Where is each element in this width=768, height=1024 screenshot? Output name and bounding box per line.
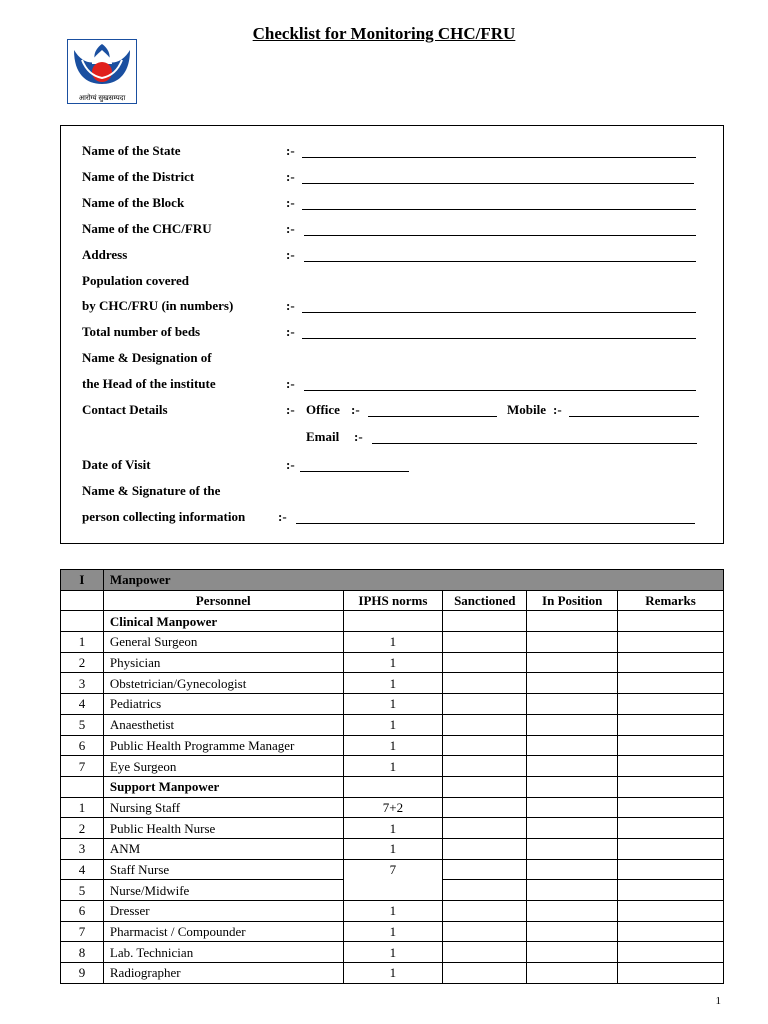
table-cell: Pediatrics: [103, 694, 343, 715]
entry-cell[interactable]: [618, 880, 724, 901]
table-cell: 1: [343, 942, 443, 963]
table-cell: 7+2: [343, 797, 443, 818]
table-row: [61, 818, 724, 839]
table-cell: Lab. Technician: [103, 942, 343, 963]
entry-cell[interactable]: [443, 694, 527, 715]
document-title: Checklist for Monitoring CHC/FRU: [252, 24, 516, 43]
entry-cell[interactable]: [443, 632, 527, 653]
table-cell: 2: [61, 652, 104, 673]
entry-cell[interactable]: [618, 694, 724, 715]
table-row: [61, 942, 724, 963]
entry-cell[interactable]: [527, 921, 618, 942]
table-cell: 1: [343, 714, 443, 735]
entry-cell[interactable]: [527, 818, 618, 839]
entry-cell[interactable]: [618, 714, 724, 735]
table-cell: 4: [61, 694, 104, 715]
mobile-field[interactable]: [569, 416, 699, 417]
table-cell: Anaesthetist: [103, 714, 343, 735]
entry-cell[interactable]: [618, 632, 724, 653]
entry-cell[interactable]: [527, 632, 618, 653]
table-row: [61, 901, 724, 922]
table-cell: 1: [343, 632, 443, 653]
entry-cell[interactable]: [618, 963, 724, 984]
table-cell: 4: [61, 859, 104, 880]
state-field[interactable]: [302, 157, 696, 158]
person-field[interactable]: [296, 523, 695, 524]
table-cell: 5: [61, 880, 104, 901]
table-cell: 6: [61, 735, 104, 756]
entry-cell[interactable]: [527, 942, 618, 963]
entry-cell[interactable]: [618, 735, 724, 756]
label-visit: Date of Visit: [82, 457, 151, 472]
entry-cell[interactable]: [443, 673, 527, 694]
table-cell: 3: [61, 673, 104, 694]
section-header-row: I Manpower: [61, 570, 724, 591]
table-cell: 1: [343, 735, 443, 756]
table-cell: 5: [61, 714, 104, 735]
support-subheader-row: [61, 776, 724, 797]
table-cell: 9: [61, 963, 104, 984]
entry-cell[interactable]: [443, 714, 527, 735]
label-head-1: Name & Designation of: [82, 350, 212, 365]
entry-cell[interactable]: [527, 797, 618, 818]
table-cell: 1: [343, 838, 443, 859]
table-cell: General Surgeon: [103, 632, 343, 653]
entry-cell[interactable]: [618, 797, 724, 818]
table-cell: 1: [343, 818, 443, 839]
district-field[interactable]: [302, 183, 694, 184]
entry-cell[interactable]: [527, 756, 618, 777]
label-mobile: Mobile: [507, 402, 546, 417]
table-row: [61, 963, 724, 984]
lotus-emblem-icon: [68, 40, 136, 92]
chc-field[interactable]: [304, 235, 696, 236]
label-district: Name of the District: [82, 169, 195, 184]
entry-cell[interactable]: [527, 652, 618, 673]
label-person-1: Name & Signature of the: [82, 483, 221, 498]
label-chc: Name of the CHC/FRU: [82, 221, 212, 236]
entry-cell[interactable]: [443, 756, 527, 777]
entry-cell[interactable]: [443, 818, 527, 839]
population-field[interactable]: [302, 312, 696, 313]
table-row: [61, 632, 724, 653]
entry-cell[interactable]: [527, 735, 618, 756]
visit-date-field[interactable]: [300, 471, 409, 472]
table-cell: Staff Nurse: [103, 859, 343, 880]
head-field[interactable]: [304, 390, 696, 391]
table-row: [61, 714, 724, 735]
entry-cell[interactable]: [618, 942, 724, 963]
email-field[interactable]: [372, 443, 697, 444]
label-population-2: by CHC/FRU (in numbers): [82, 298, 234, 313]
entry-cell[interactable]: [527, 901, 618, 922]
office-field[interactable]: [368, 416, 497, 417]
entry-cell[interactable]: [618, 838, 724, 859]
table-cell: 1: [343, 901, 443, 922]
table-cell: 8: [61, 942, 104, 963]
label-office: Office: [306, 402, 340, 417]
table-cell: 6: [61, 901, 104, 922]
entry-cell[interactable]: [618, 901, 724, 922]
column-header-row: Personnel IPHS norms Sanctioned In Position Remarks: [61, 590, 724, 611]
label-beds: Total number of beds: [82, 324, 201, 339]
clinical-subheader-row: Clinical Manpower: [61, 611, 724, 632]
section-title: Manpower: [103, 570, 723, 591]
page-number: 1: [715, 995, 721, 1007]
label-head-2: the Head of the institute: [82, 376, 216, 391]
entry-cell[interactable]: [618, 859, 724, 880]
label-block: Name of the Block: [82, 195, 185, 210]
table-row: [61, 838, 724, 859]
entry-cell[interactable]: [443, 797, 527, 818]
entry-cell[interactable]: [527, 673, 618, 694]
support-subheader-label: Support Manpower: [103, 776, 343, 797]
label-email: Email: [306, 429, 340, 444]
table-row: [61, 921, 724, 942]
entry-cell[interactable]: [527, 714, 618, 735]
entry-cell[interactable]: [443, 901, 527, 922]
entry-cell[interactable]: [443, 838, 527, 859]
table-row: [61, 694, 724, 715]
entry-cell[interactable]: [527, 880, 618, 901]
table-row: [61, 735, 724, 756]
table-cell: Nurse/Midwife: [103, 880, 343, 901]
entry-cell[interactable]: [527, 963, 618, 984]
entry-cell[interactable]: [443, 942, 527, 963]
label-state: Name of the State: [82, 143, 181, 158]
table-cell: Public Health Programme Manager: [103, 735, 343, 756]
entry-cell[interactable]: [443, 735, 527, 756]
block-field[interactable]: [302, 209, 696, 210]
table-cell: 1: [343, 921, 443, 942]
table-cell: Public Health Nurse: [103, 818, 343, 839]
table-cell: Obstetrician/Gynecologist: [103, 673, 343, 694]
table-row: [61, 797, 724, 818]
entry-cell[interactable]: [443, 921, 527, 942]
table-cell: Eye Surgeon: [103, 756, 343, 777]
beds-field[interactable]: [302, 338, 696, 339]
table-cell: 1: [343, 963, 443, 984]
entry-cell[interactable]: [618, 652, 724, 673]
entry-cell[interactable]: [618, 756, 724, 777]
entry-cell[interactable]: [443, 880, 527, 901]
emblem-logo: [67, 39, 137, 104]
address-field[interactable]: [304, 261, 696, 262]
entry-cell[interactable]: [443, 859, 527, 880]
entry-cell[interactable]: [527, 859, 618, 880]
table-cell: 1: [343, 652, 443, 673]
table-cell: Dresser: [103, 901, 343, 922]
table-cell: 1: [343, 694, 443, 715]
table-cell: 3: [61, 838, 104, 859]
table-row: [61, 652, 724, 673]
table-cell: Physician: [103, 652, 343, 673]
label-contact: Contact Details: [82, 402, 168, 417]
table-cell: Pharmacist / Compounder: [103, 921, 343, 942]
table-cell: 1: [61, 797, 104, 818]
table-cell: 7: [343, 859, 443, 900]
table-row: [61, 756, 724, 777]
table-cell: 1: [343, 756, 443, 777]
manpower-table: [60, 569, 724, 984]
entry-cell[interactable]: [527, 838, 618, 859]
table-cell: ANM: [103, 838, 343, 859]
label-person-2: person collecting information: [82, 509, 246, 524]
entry-cell[interactable]: [443, 652, 527, 673]
table-cell: 7: [61, 756, 104, 777]
table-cell: 2: [61, 818, 104, 839]
table-cell: Nursing Staff: [103, 797, 343, 818]
label-address: Address: [82, 247, 128, 262]
table-cell: 1: [61, 632, 104, 653]
logo-caption: आरोग्यं सुखसम्पदा: [78, 94, 126, 102]
entry-cell[interactable]: [618, 673, 724, 694]
table-row: [61, 673, 724, 694]
label-population-1: Population covered: [82, 273, 190, 288]
table-cell: 1: [343, 673, 443, 694]
entry-cell[interactable]: [443, 963, 527, 984]
table-cell: Radiographer: [103, 963, 343, 984]
entry-cell[interactable]: [527, 694, 618, 715]
table-cell: 7: [61, 921, 104, 942]
entry-cell[interactable]: [618, 818, 724, 839]
table-row: [61, 859, 724, 880]
entry-cell[interactable]: [618, 921, 724, 942]
